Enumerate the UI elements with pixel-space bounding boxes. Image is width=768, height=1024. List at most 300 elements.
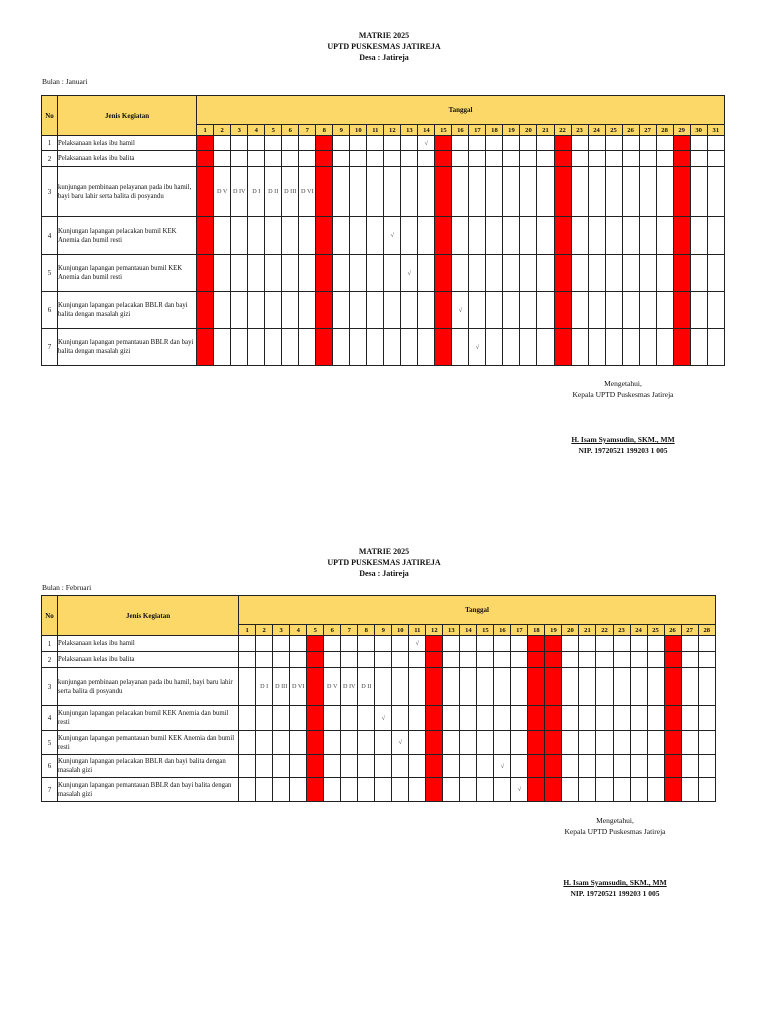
day-cell (664, 706, 681, 731)
s2-sign-position: Kepala UPTD Puskesmas Jatireja (564, 827, 666, 836)
day-cell (681, 731, 698, 755)
day-cell (307, 636, 324, 652)
day-cell (562, 706, 579, 731)
day-cell (503, 255, 520, 292)
day-cell (690, 136, 707, 151)
day-cell (435, 255, 452, 292)
day-cell (358, 731, 375, 755)
day-cell (316, 255, 333, 292)
day-cell (265, 255, 282, 292)
day-cell (681, 668, 698, 706)
day-cell (375, 778, 392, 802)
day-cell (248, 136, 265, 151)
day-cell (605, 151, 622, 167)
day-cell (477, 706, 494, 731)
day-cell (554, 255, 571, 292)
day-cell (426, 706, 443, 731)
activity-row (42, 652, 716, 668)
s2-title-matrie: MATRIE 2025 (358, 547, 410, 556)
day-header: 25 (605, 125, 622, 136)
day-cell (545, 778, 562, 802)
day-cell (477, 778, 494, 802)
day-cell (503, 329, 520, 366)
day-header: 28 (656, 125, 673, 136)
day-cell (503, 136, 520, 151)
day-cell (333, 255, 350, 292)
activity-label: kunjungan pembinaan pelayanan pada ibu hamil, bayi baru lahir serta balita di posyandu (58, 167, 197, 217)
day-header: 9 (375, 625, 392, 636)
day-cell (333, 217, 350, 255)
day-header: 24 (588, 125, 605, 136)
day-header: 15 (435, 125, 452, 136)
day-header: 6 (282, 125, 299, 136)
day-cell (673, 151, 690, 167)
day-cell (596, 636, 613, 652)
day-header: 18 (486, 125, 503, 136)
day-cell (324, 778, 341, 802)
day-cell (469, 167, 486, 217)
day-cell (613, 755, 630, 778)
day-cell (358, 652, 375, 668)
day-cell (435, 292, 452, 329)
day-cell (605, 255, 622, 292)
day-cell (486, 167, 503, 217)
day-header: 8 (358, 625, 375, 636)
header-jenis-kegiatan: Jenis Kegiatan (58, 96, 197, 136)
day-cell (409, 668, 426, 706)
day-cell (656, 329, 673, 366)
day-header: 23 (571, 125, 588, 136)
row-number: 7 (42, 778, 58, 802)
day-cell (367, 136, 384, 151)
row-number: 3 (42, 167, 58, 217)
day-cell (664, 778, 681, 802)
day-header: 27 (681, 625, 698, 636)
day-cell (630, 706, 647, 731)
day-cell (265, 136, 282, 151)
day-cell (469, 217, 486, 255)
activity-label: Pelaksanaan kelas ibu balita (58, 652, 239, 668)
day-cell (579, 755, 596, 778)
day-cell (341, 636, 358, 652)
day-cell (647, 706, 664, 731)
day-cell (681, 706, 698, 731)
day-cell-mark: √ (384, 217, 401, 255)
day-cell (469, 255, 486, 292)
day-cell (647, 652, 664, 668)
day-cell (197, 292, 214, 329)
day-cell (239, 731, 256, 755)
s1-title-desa: Desa : Jatireja (359, 53, 409, 62)
day-cell (418, 217, 435, 255)
day-cell (554, 329, 571, 366)
day-cell (239, 652, 256, 668)
day-cell (630, 731, 647, 755)
s1-title-matrie: MATRIE 2025 (358, 31, 410, 40)
activity-row (42, 668, 716, 706)
day-cell (392, 668, 409, 706)
day-cell (197, 217, 214, 255)
day-cell (630, 652, 647, 668)
day-cell (426, 652, 443, 668)
day-cell (358, 706, 375, 731)
day-cell (418, 167, 435, 217)
day-cell (367, 292, 384, 329)
day-cell (698, 636, 715, 652)
day-cell (664, 668, 681, 706)
day-cell (197, 255, 214, 292)
header-tanggal: Tanggal (197, 96, 725, 125)
day-cell (622, 151, 639, 167)
day-header: 18 (528, 625, 545, 636)
day-cell (494, 731, 511, 755)
day-cell (197, 167, 214, 217)
day-cell (494, 652, 511, 668)
day-cell (673, 329, 690, 366)
day-cell (630, 636, 647, 652)
day-cell (605, 217, 622, 255)
s2-month-label: Bulan : Februari (42, 583, 92, 592)
day-cell (290, 652, 307, 668)
s1-sign-nip: NIP. 19720521 199203 1 005 (578, 446, 668, 455)
s1-title-puskesmas: UPTD PUSKESMAS JATIREJA (327, 42, 441, 51)
day-cell (698, 668, 715, 706)
day-cell (299, 329, 316, 366)
day-cell (596, 706, 613, 731)
day-cell (239, 636, 256, 652)
day-cell (639, 167, 656, 217)
day-cell (520, 292, 537, 329)
activity-row (42, 292, 725, 329)
day-cell (673, 292, 690, 329)
day-cell (418, 292, 435, 329)
activity-label: Kunjungan lapangan pelacakan bumil KEK Anemia dan bumil resti (58, 706, 239, 731)
day-cell (248, 255, 265, 292)
day-cell (554, 217, 571, 255)
day-cell (443, 731, 460, 755)
day-header: 4 (290, 625, 307, 636)
day-cell (256, 636, 273, 652)
day-cell (503, 217, 520, 255)
day-cell (545, 652, 562, 668)
day-header: 7 (299, 125, 316, 136)
day-cell (486, 136, 503, 151)
day-cell (647, 778, 664, 802)
day-cell-mark: D II (358, 668, 375, 706)
day-cell (664, 636, 681, 652)
day-cell (231, 151, 248, 167)
day-cell (290, 778, 307, 802)
day-cell (299, 292, 316, 329)
day-cell (401, 167, 418, 217)
day-cell (571, 255, 588, 292)
day-header: 21 (537, 125, 554, 136)
day-cell (477, 636, 494, 652)
day-header: 7 (341, 625, 358, 636)
day-cell (639, 151, 656, 167)
day-cell (299, 136, 316, 151)
activity-row (42, 136, 725, 151)
day-cell (673, 167, 690, 217)
day-cell-mark: D V (324, 668, 341, 706)
day-cell (401, 329, 418, 366)
day-cell (452, 167, 469, 217)
day-cell (528, 778, 545, 802)
activity-label: Kunjungan lapangan pelacakan BBLR dan bayi balita dengan masalah gizi (58, 292, 197, 329)
day-cell (707, 255, 724, 292)
header-jenis-kegiatan: Jenis Kegiatan (58, 596, 239, 636)
day-header: 17 (469, 125, 486, 136)
row-number: 5 (42, 731, 58, 755)
day-cell (273, 636, 290, 652)
day-cell (426, 755, 443, 778)
day-header: 3 (273, 625, 290, 636)
day-cell (214, 292, 231, 329)
day-cell (307, 755, 324, 778)
day-cell (690, 329, 707, 366)
day-cell (562, 668, 579, 706)
row-number: 1 (42, 136, 58, 151)
day-cell (579, 731, 596, 755)
day-cell (197, 329, 214, 366)
day-cell (452, 329, 469, 366)
day-cell (562, 636, 579, 652)
day-cell (622, 136, 639, 151)
day-cell (681, 636, 698, 652)
row-number: 2 (42, 652, 58, 668)
day-cell (460, 636, 477, 652)
day-cell (324, 636, 341, 652)
day-cell (401, 151, 418, 167)
day-cell (613, 706, 630, 731)
day-cell (554, 151, 571, 167)
day-cell (494, 668, 511, 706)
day-cell (698, 731, 715, 755)
day-cell (681, 778, 698, 802)
day-cell (707, 292, 724, 329)
day-cell (477, 731, 494, 755)
day-cell (579, 652, 596, 668)
s2-title-puskesmas: UPTD PUSKESMAS JATIREJA (327, 558, 441, 567)
day-cell (528, 652, 545, 668)
day-cell (707, 136, 724, 151)
day-cell (316, 167, 333, 217)
day-cell (520, 167, 537, 217)
day-cell (460, 755, 477, 778)
day-cell (690, 292, 707, 329)
day-cell (282, 217, 299, 255)
day-cell (460, 706, 477, 731)
day-cell (545, 731, 562, 755)
day-cell (409, 755, 426, 778)
day-cell (239, 778, 256, 802)
day-cell (630, 668, 647, 706)
day-cell (503, 151, 520, 167)
day-cell (486, 151, 503, 167)
row-number: 4 (42, 217, 58, 255)
day-cell (681, 755, 698, 778)
day-cell (664, 652, 681, 668)
day-cell (520, 255, 537, 292)
day-cell (630, 755, 647, 778)
day-cell (460, 668, 477, 706)
s1-sign-acknowledged: Mengetahui, (604, 379, 642, 388)
day-cell (282, 136, 299, 151)
day-cell (562, 731, 579, 755)
day-cell (588, 136, 605, 151)
day-cell (605, 167, 622, 217)
day-cell (350, 167, 367, 217)
day-cell (333, 329, 350, 366)
day-cell (656, 292, 673, 329)
day-cell (562, 778, 579, 802)
day-cell (639, 217, 656, 255)
day-cell (231, 292, 248, 329)
day-cell (486, 217, 503, 255)
day-cell (673, 136, 690, 151)
day-cell (596, 778, 613, 802)
day-cell (384, 151, 401, 167)
day-cell (511, 652, 528, 668)
day-cell (647, 755, 664, 778)
day-cell (273, 755, 290, 778)
day-cell (452, 217, 469, 255)
day-cell (571, 217, 588, 255)
day-cell (537, 217, 554, 255)
day-cell (579, 636, 596, 652)
day-cell (647, 731, 664, 755)
day-cell (435, 167, 452, 217)
day-header: 29 (673, 125, 690, 136)
day-cell (273, 778, 290, 802)
day-cell (418, 255, 435, 292)
day-header: 8 (316, 125, 333, 136)
activity-row (42, 731, 716, 755)
day-cell (409, 652, 426, 668)
day-header: 19 (503, 125, 520, 136)
day-cell (545, 706, 562, 731)
day-cell (316, 292, 333, 329)
day-cell (477, 652, 494, 668)
day-cell (341, 706, 358, 731)
day-cell (622, 292, 639, 329)
day-cell (350, 292, 367, 329)
day-cell (520, 151, 537, 167)
day-cell (494, 778, 511, 802)
day-cell (299, 151, 316, 167)
row-number: 3 (42, 668, 58, 706)
day-cell (452, 136, 469, 151)
day-cell (273, 706, 290, 731)
day-cell (290, 755, 307, 778)
day-cell (647, 636, 664, 652)
day-cell (554, 292, 571, 329)
activity-label: Kunjungan lapangan pelacakan bumil KEK Anemia dan bumil resti (58, 217, 197, 255)
day-cell (384, 329, 401, 366)
day-cell (307, 731, 324, 755)
day-cell (426, 778, 443, 802)
day-cell-mark: D IV (231, 167, 248, 217)
day-cell (452, 151, 469, 167)
activity-row (42, 255, 725, 292)
s1-title-block (0, 30, 768, 63)
day-cell (588, 217, 605, 255)
day-cell (443, 668, 460, 706)
day-cell (630, 778, 647, 802)
day-cell (503, 167, 520, 217)
day-cell (341, 755, 358, 778)
day-cell (384, 255, 401, 292)
day-cell (656, 217, 673, 255)
day-cell (571, 151, 588, 167)
day-cell (690, 255, 707, 292)
day-cell (409, 706, 426, 731)
day-cell (307, 706, 324, 731)
day-cell (290, 636, 307, 652)
day-header: 1 (197, 125, 214, 136)
day-cell-mark: D IV (341, 668, 358, 706)
day-cell (324, 706, 341, 731)
day-header: 6 (324, 625, 341, 636)
day-cell (307, 778, 324, 802)
day-cell (248, 151, 265, 167)
day-cell (214, 329, 231, 366)
s2-sign-nip: NIP. 19720521 199203 1 005 (570, 889, 660, 898)
day-header: 13 (401, 125, 418, 136)
day-cell (477, 668, 494, 706)
day-cell (596, 755, 613, 778)
day-cell (596, 731, 613, 755)
day-cell (256, 731, 273, 755)
day-cell (239, 668, 256, 706)
day-cell (477, 755, 494, 778)
day-cell-mark: √ (401, 255, 418, 292)
day-cell (299, 217, 316, 255)
header-tanggal: Tanggal (239, 596, 716, 625)
day-cell (545, 668, 562, 706)
day-header: 16 (452, 125, 469, 136)
day-cell (520, 329, 537, 366)
day-header: 12 (384, 125, 401, 136)
day-header: 5 (265, 125, 282, 136)
day-cell (622, 255, 639, 292)
day-cell (537, 329, 554, 366)
row-number: 7 (42, 329, 58, 366)
day-cell (282, 292, 299, 329)
s2-title-block (0, 546, 768, 579)
day-header: 11 (367, 125, 384, 136)
day-cell (639, 329, 656, 366)
day-cell (562, 652, 579, 668)
day-cell (316, 136, 333, 151)
day-cell (647, 668, 664, 706)
day-cell-mark: √ (511, 778, 528, 802)
day-cell-mark: D II (265, 167, 282, 217)
day-cell (698, 652, 715, 668)
activity-label: Kunjungan lapangan pemantauan BBLR dan bayi balita dengan masalah gizi (58, 329, 197, 366)
activity-row (42, 167, 725, 217)
day-cell (613, 778, 630, 802)
day-cell (409, 778, 426, 802)
day-cell (690, 167, 707, 217)
day-cell (545, 755, 562, 778)
day-cell (639, 292, 656, 329)
day-cell (452, 255, 469, 292)
day-cell (307, 668, 324, 706)
day-cell (435, 136, 452, 151)
day-cell (571, 167, 588, 217)
day-cell (333, 167, 350, 217)
